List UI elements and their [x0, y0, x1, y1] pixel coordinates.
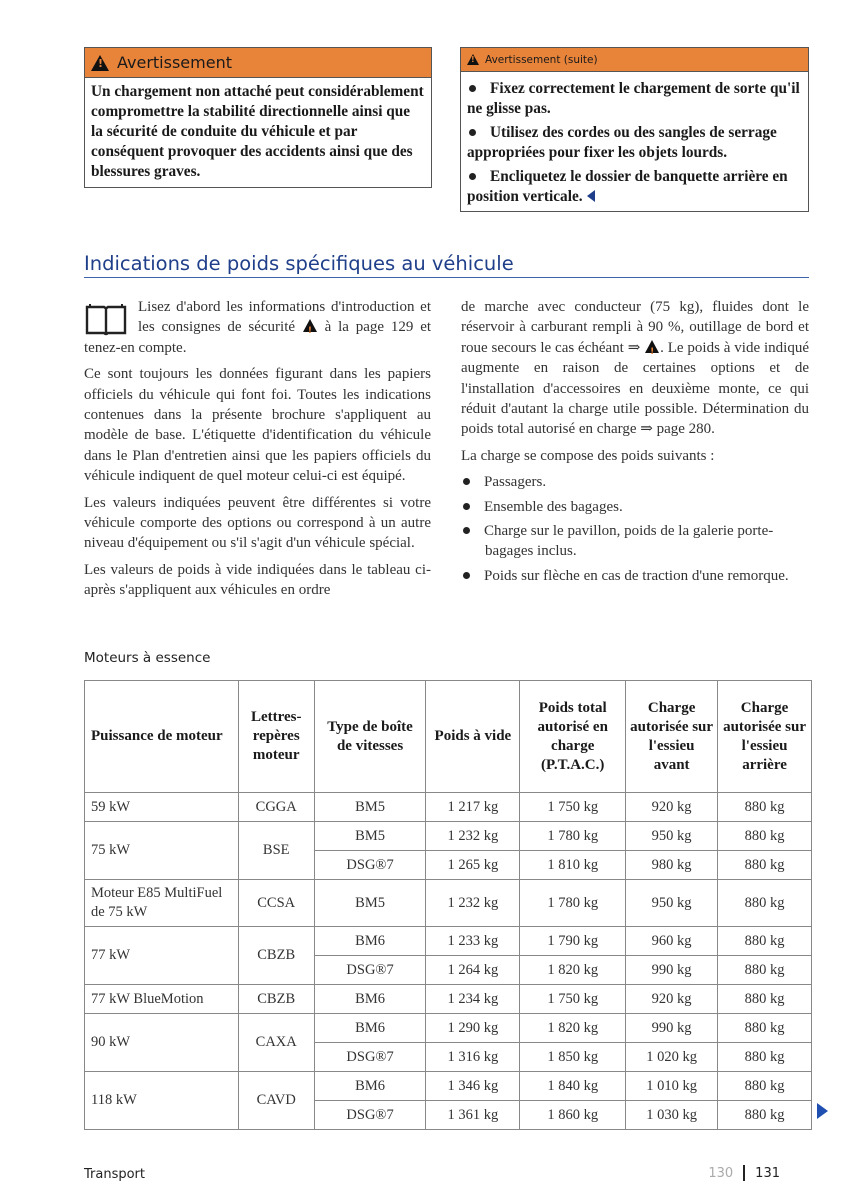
table-cell: BM6	[314, 927, 426, 956]
table-cell: DSG®7	[314, 1101, 426, 1130]
list-item: Charge sur le pavillon, poids de la galerie porte-bagages inclus.	[461, 521, 809, 562]
table-cell: 1 361 kg	[426, 1101, 520, 1130]
table-row	[85, 822, 812, 851]
footer-chapter: Transport	[84, 1167, 146, 1182]
column-header: Poids à vide	[426, 681, 520, 793]
warning-body	[85, 78, 431, 182]
table-cell: Moteur E85 MultiFuel de 75 kW	[85, 880, 239, 927]
table-cell: 1 232 kg	[426, 880, 520, 927]
warning-header	[85, 48, 431, 78]
table-cell: 1 750 kg	[520, 985, 626, 1014]
list-item: Ensemble des bagages.	[461, 497, 809, 517]
warning-body	[461, 72, 808, 207]
table-cell: 1 820 kg	[520, 956, 626, 985]
warning-header	[461, 48, 808, 72]
table-cell: 950 kg	[626, 880, 718, 927]
table-cell: 1 030 kg	[626, 1101, 718, 1130]
table-cell: 90 kW	[85, 1014, 239, 1072]
bullet-icon	[469, 85, 476, 92]
column-header: Charge autorisée sur l'essieu avant	[626, 681, 718, 793]
table-cell: 880 kg	[718, 1014, 812, 1043]
table-cell: 880 kg	[718, 822, 812, 851]
title-divider	[84, 277, 809, 278]
warning-icon	[645, 340, 659, 353]
table-heading: Moteurs à essence	[84, 650, 211, 666]
table-cell: 1 233 kg	[426, 927, 520, 956]
table-cell: CGGA	[238, 793, 314, 822]
table-cell: 880 kg	[718, 880, 812, 927]
table-cell: DSG®7	[314, 1043, 426, 1072]
column-header: Puissance de moteur	[85, 681, 239, 793]
table-cell: 1 750 kg	[520, 793, 626, 822]
table-cell: 1 290 kg	[426, 1014, 520, 1043]
table-cell: CBZB	[238, 927, 314, 985]
page-numbers	[708, 1165, 780, 1181]
bullet-icon	[463, 572, 470, 579]
table-cell: 77 kW BlueMotion	[85, 985, 239, 1014]
text-column-left	[84, 297, 431, 607]
text-column-right	[461, 297, 809, 590]
warning-item: Encliquetez le dossier de banquette arrière en position verticale.	[467, 168, 788, 205]
continue-arrow-icon	[817, 1103, 828, 1119]
table-cell: 1 820 kg	[520, 1014, 626, 1043]
book-icon	[84, 301, 128, 337]
bullet-icon	[463, 478, 470, 485]
paragraph: Ce sont toujours les données figurant dans les papiers officiels du véhicule qui font foi. Toutes les indications contenues dans la présente brochure s'appliquent au modèle de base. L'étiquette d'identification du véhicule dans le Plan d'entretien ainsi que les papiers officiels du véhicule indiquent de quel moteur celui-ci est équipé.	[84, 366, 431, 485]
warning-title: Avertissement	[117, 53, 232, 72]
table-cell: 1 217 kg	[426, 793, 520, 822]
table-cell: 1 346 kg	[426, 1072, 520, 1101]
intro-paragraph: Lisez d'abord les informations d'introduction et les consignes de sécurité ! à la page 129 et tenez-en compte.	[84, 297, 431, 358]
table-cell: 1 810 kg	[520, 851, 626, 880]
table-header-row	[85, 681, 812, 793]
paragraph: Les valeurs indiquées peuvent être différentes si votre véhicule comporte des options ou correspond à un autre niveau d'équipement ou s'il s'agit d'un véhicule spécial.	[84, 494, 431, 552]
warning-icon	[303, 319, 317, 332]
table-cell: 75 kW	[85, 822, 239, 880]
table-row	[85, 1014, 812, 1043]
table-cell: 920 kg	[626, 985, 718, 1014]
table-cell: 1 010 kg	[626, 1072, 718, 1101]
table-cell: 920 kg	[626, 793, 718, 822]
table-cell: BM6	[314, 1072, 426, 1101]
table-cell: 950 kg	[626, 822, 718, 851]
warning-text: Un chargement non attaché peut considérablement compromettre la stabilité directionnelle ainsi que la sécurité de conduite du véhicule et par conséquent provoquer des accidents ainsi que des blessures graves.	[91, 83, 424, 180]
table-cell: 880 kg	[718, 985, 812, 1014]
table-cell: 77 kW	[85, 927, 239, 985]
table-cell: 980 kg	[626, 851, 718, 880]
table-cell: 880 kg	[718, 1072, 812, 1101]
table-cell: BM5	[314, 793, 426, 822]
table-cell: 880 kg	[718, 851, 812, 880]
table-cell: 1 020 kg	[626, 1043, 718, 1072]
column-header: Lettres-repères moteur	[238, 681, 314, 793]
table-cell: 1 232 kg	[426, 822, 520, 851]
list-item: Poids sur flèche en cas de traction d'une remorque.	[461, 566, 809, 586]
warning-item: Utilisez des cordes ou des sangles de serrage appropriées pour fixer les objets lourds.	[467, 124, 777, 161]
page-separator	[743, 1165, 745, 1181]
table-cell: 880 kg	[718, 927, 812, 956]
column-header: Type de boîte de vitesses	[314, 681, 426, 793]
table-cell: BM5	[314, 880, 426, 927]
table-cell: CBZB	[238, 985, 314, 1014]
table-cell: 1 850 kg	[520, 1043, 626, 1072]
table-row	[85, 927, 812, 956]
table-cell: 118 kW	[85, 1072, 239, 1130]
table-cell: 880 kg	[718, 956, 812, 985]
table-cell: CAVD	[238, 1072, 314, 1130]
table-cell: 960 kg	[626, 927, 718, 956]
table-cell: 59 kW	[85, 793, 239, 822]
table-cell: 1 316 kg	[426, 1043, 520, 1072]
table-cell: 1 265 kg	[426, 851, 520, 880]
table-cell: 990 kg	[626, 1014, 718, 1043]
table-cell: 880 kg	[718, 793, 812, 822]
table-cell: BSE	[238, 822, 314, 880]
list-item: Passagers.	[461, 472, 809, 492]
table-cell: 1 264 kg	[426, 956, 520, 985]
table-cell: BM6	[314, 1014, 426, 1043]
table-row	[85, 1072, 812, 1101]
table-cell: 1 234 kg	[426, 985, 520, 1014]
paragraph: La charge se compose des poids suivants :	[461, 447, 715, 464]
table-cell: 990 kg	[626, 956, 718, 985]
table-row	[85, 793, 812, 822]
table-cell: DSG®7	[314, 956, 426, 985]
warning-icon	[91, 55, 109, 71]
table-cell: 1 780 kg	[520, 880, 626, 927]
table-cell: 1 780 kg	[520, 822, 626, 851]
bullet-icon	[463, 503, 470, 510]
column-header: Poids total autorisé en charge (P.T.A.C.)	[520, 681, 626, 793]
table-row	[85, 985, 812, 1014]
table-cell: 1 840 kg	[520, 1072, 626, 1101]
weights-table	[84, 680, 812, 1130]
page-number-previous: 130	[708, 1165, 734, 1181]
paragraph: de marche avec conducteur (75 kg), fluides dont le réservoir à carburant rempli à 90 %, outillage de bord et roue secours le cas échéant ⇒ ! . Le poids à vide indiqué augmente en raison de certaines options et de l'installation d'accessoires en deuxième monte, ce qui réduit d'autant la charge utile possible. Détermination du poids total autorisé en charge ⇒ page 280.	[461, 297, 809, 440]
warning-box	[84, 47, 432, 188]
table-row	[85, 880, 812, 927]
column-header: Charge autorisée sur l'essieu arrière	[718, 681, 812, 793]
table-cell: CAXA	[238, 1014, 314, 1072]
table-cell: 1 790 kg	[520, 927, 626, 956]
table-cell: CCSA	[238, 880, 314, 927]
table-cell: BM6	[314, 985, 426, 1014]
bullet-icon	[469, 173, 476, 180]
end-of-section-icon	[587, 190, 595, 202]
table-cell: 880 kg	[718, 1043, 812, 1072]
warning-item: Fixez correctement le chargement de sorte qu'il ne glisse pas.	[467, 80, 800, 117]
paragraph: Les valeurs de poids à vide indiquées dans le tableau ci-après s'appliquent aux véhicules en ordre	[84, 561, 431, 599]
table-cell: DSG®7	[314, 851, 426, 880]
page-number-current: 131	[755, 1165, 780, 1181]
bullet-icon	[469, 129, 476, 136]
bullet-icon	[463, 527, 470, 534]
warning-title: Avertissement (suite)	[485, 53, 598, 66]
table-cell: 880 kg	[718, 1101, 812, 1130]
warning-icon	[467, 54, 479, 65]
table-cell: BM5	[314, 822, 426, 851]
table-cell: 1 860 kg	[520, 1101, 626, 1130]
section-title: Indications de poids spécifiques au véhicule	[84, 252, 514, 275]
warning-box-continued	[460, 47, 809, 212]
